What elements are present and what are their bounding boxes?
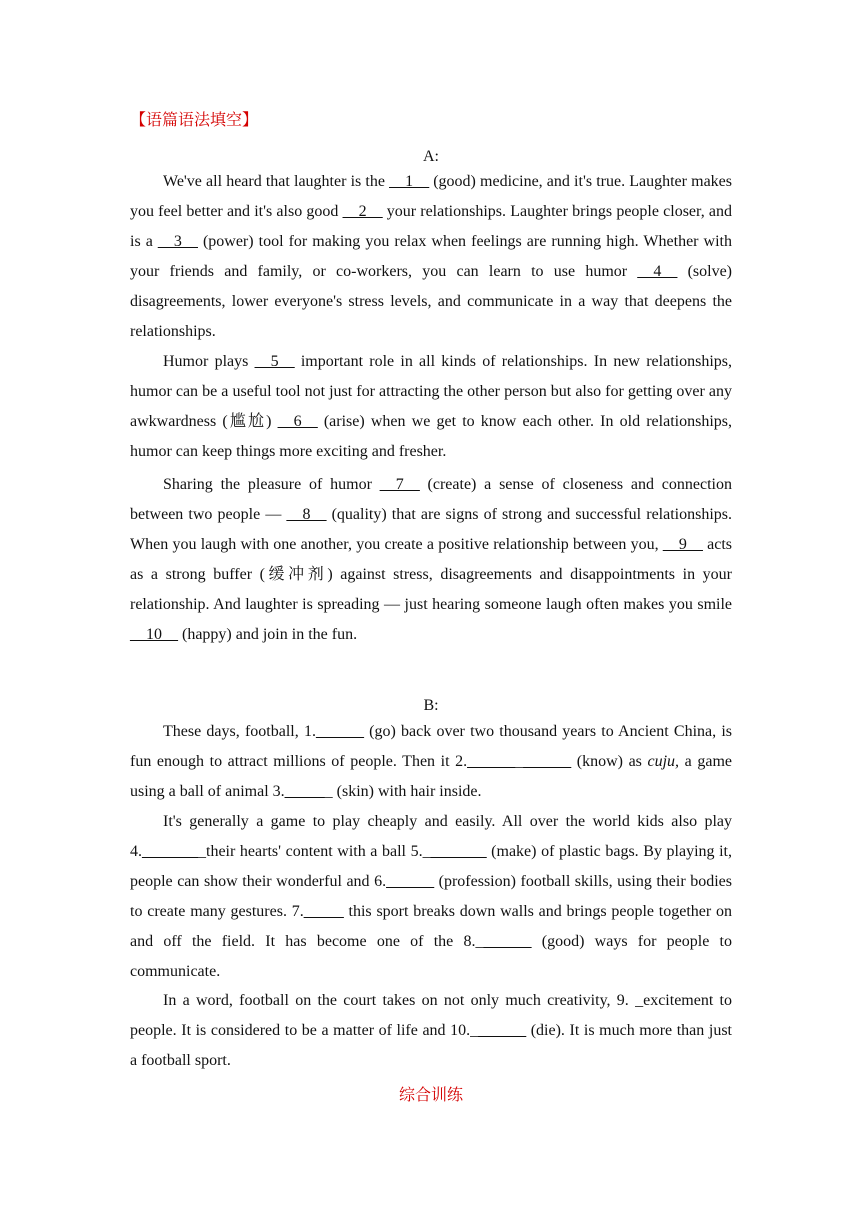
blank-1: __1__ xyxy=(389,173,430,190)
blank-b5: _______ xyxy=(430,843,487,860)
blank-b7: _____ xyxy=(303,903,344,920)
text-run: _ xyxy=(515,753,524,770)
text-run: (know) as xyxy=(571,753,648,770)
passage-b-paragraph-1 xyxy=(130,717,732,807)
text-run: (create) a sense of closeness and connection between two people — xyxy=(130,476,732,523)
blank-4: __4__ xyxy=(637,263,678,280)
text-run: this sport breaks down walls and brings people together on and off the field. It has become one of the 8. xyxy=(130,903,732,950)
passage-b-paragraph-3 xyxy=(130,986,732,1076)
text-run: Sharing the pleasure of humor xyxy=(163,476,380,493)
passage-a-paragraph-2 xyxy=(130,347,732,467)
blank-3: __3__ xyxy=(157,233,198,250)
text-run: (go) back over two thousand years to Ancient China, is fun enough to attract millions of people. Then it 2. xyxy=(130,723,733,770)
text-run: (arise) when we get to know each other. In old relationships, humor can keep things more exciting and fresher. xyxy=(130,413,732,460)
blank-9: __9__ xyxy=(662,536,703,553)
blank-b3: _____ xyxy=(284,783,325,800)
blank-6: __6__ xyxy=(277,413,318,430)
blank-b1: ______ xyxy=(315,723,364,740)
passage-a-paragraph-1 xyxy=(130,167,732,347)
text-run: Humor plays xyxy=(163,353,255,370)
passage-b-paragraph-2 xyxy=(130,807,732,987)
text-run: (happy) and join in the fun. xyxy=(178,626,358,643)
text-run: (good) medicine, and it's true. Laughter makes you feel better and it's also good xyxy=(130,173,732,220)
text-run: (profession) football skills, using their bodies to create many gestures. 7. xyxy=(130,873,733,920)
text-run: important role in all kinds of relationships. In new relationships, humor can be a useful tool not just for attracting the other person but also for getting over any awkwardness (尴尬) xyxy=(130,353,732,430)
blank-b2: ______ xyxy=(523,753,572,770)
cuju-term: cuju, xyxy=(647,753,680,770)
blank-b4: _______ xyxy=(142,843,198,860)
footer-title: 综合训练 xyxy=(398,1087,463,1104)
blank-b10: ______ xyxy=(478,1022,527,1039)
text-run: (power) tool for making you relax when feelings are running high. Whether with your friends and family, or co-workers, you can learn to use humor xyxy=(130,233,732,280)
blank-b2: ______ xyxy=(467,753,516,770)
blank-b6: ______ xyxy=(386,873,435,890)
blank-5: __5__ xyxy=(254,353,295,370)
blank-b8: ______ xyxy=(483,933,532,950)
section-a-label: A: xyxy=(423,148,439,165)
text-run: _ (skin) with hair inside. xyxy=(324,783,482,800)
text-run: your relationships. Laughter brings people closer, and is a xyxy=(130,203,733,250)
text-run: (quality) that are signs of strong and successful relationships. When you laugh with one another, you create a positive relationship between you, xyxy=(130,506,733,553)
text-run: _excitement to people. It is considered to be a matter of life and 10. xyxy=(130,992,733,1039)
blank-2: __2__ xyxy=(342,203,383,220)
text-run: (good) ways for people to communicate. xyxy=(130,933,732,980)
blank-8: __8__ xyxy=(286,506,327,523)
text-run: _ xyxy=(470,1022,479,1039)
text-run: It's generally a game to play cheaply and easily. All over the world kids also play 4. xyxy=(130,813,732,860)
text-run: a game using a ball of animal 3. xyxy=(130,753,732,800)
text-run: _their hearts' content with a ball 5. xyxy=(198,843,423,860)
text-run: _ xyxy=(422,843,431,860)
text-run: In a word, football on the court takes on not only much creativity, 9. xyxy=(163,992,636,1009)
text-run: _ xyxy=(475,933,484,950)
blank-10: __10__ xyxy=(130,626,178,643)
text-run: (solve) disagreements, lower everyone's stress levels, and communicate in a way that deepens the relationships. xyxy=(130,263,733,340)
text-run: (die). It is much more than just a football sport. xyxy=(130,1022,732,1069)
text-run: (make) of plastic bags. By playing it, people can show their wonderful and 6. xyxy=(130,843,733,890)
passage-a-paragraph-3 xyxy=(130,470,732,650)
text-run: We've all heard that laughter is the xyxy=(163,173,390,190)
section-heading: 【语篇语法填空】 xyxy=(130,112,259,129)
section-b-label: B: xyxy=(423,697,439,714)
text-run: acts as a strong buffer (缓冲剂) against stress, disagreements and disappointments in your relationship. And laughter is spreading — just hearing someone laugh often makes you smile xyxy=(130,536,733,613)
blank-7: __7__ xyxy=(379,476,420,493)
text-run: These days, football, 1. xyxy=(163,723,316,740)
